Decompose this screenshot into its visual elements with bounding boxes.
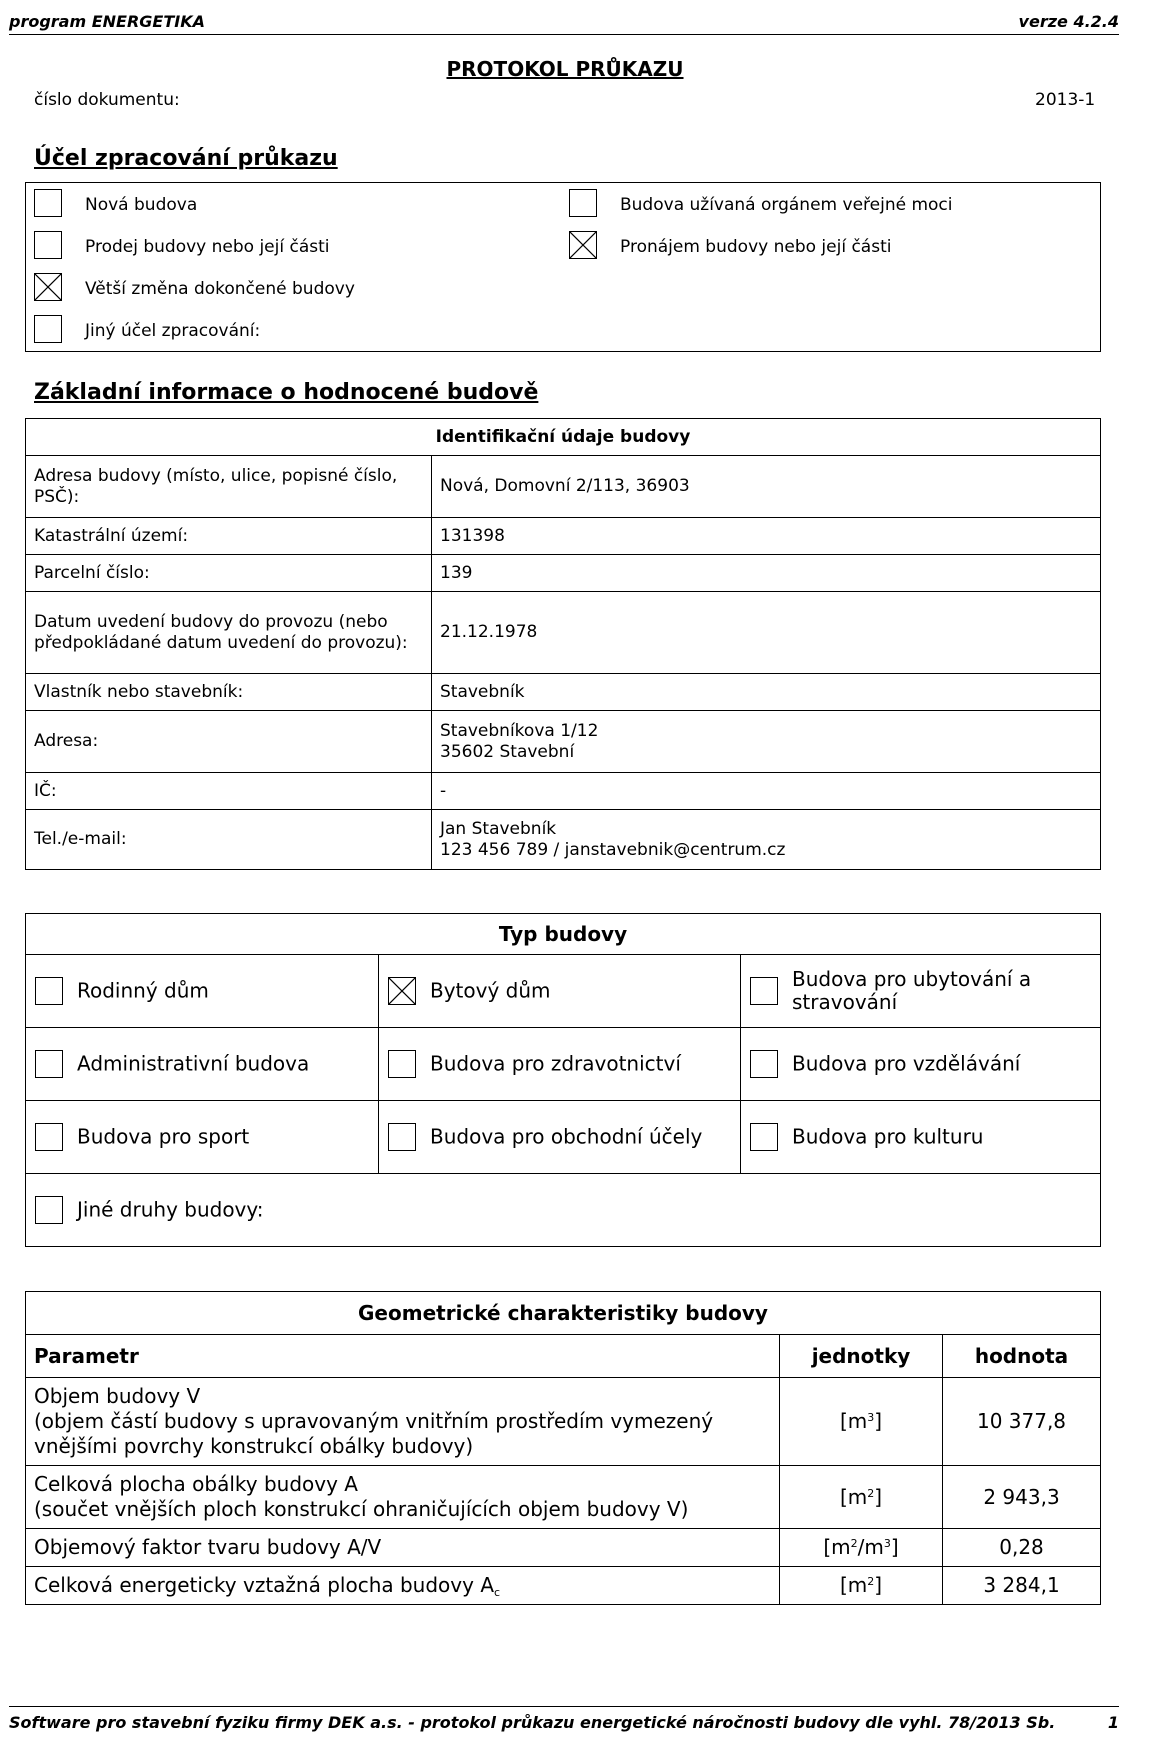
purpose-label: Větší změna dokončené budovy — [85, 279, 355, 299]
unit-cell — [780, 1529, 943, 1567]
page-number: 1 — [1107, 1713, 1119, 1732]
purpose-label: Budova užívaná orgánem veřejné moci — [620, 195, 953, 215]
checkbox[interactable] — [569, 231, 597, 259]
row-value-line: 35602 Stavební — [440, 741, 575, 762]
type-cell[interactable] — [26, 1101, 379, 1174]
page-footer — [9, 1706, 1119, 1731]
type-cell[interactable] — [26, 1028, 379, 1101]
row-key: IČ: — [26, 773, 432, 810]
page-title: PROTOKOL PRŮKAZU — [446, 57, 684, 81]
type-cell[interactable] — [741, 955, 1101, 1028]
building-type-title: Typ budovy — [26, 914, 1101, 955]
param-cell — [26, 1466, 780, 1529]
type-label: Jiné druhy budovy: — [77, 1197, 264, 1222]
type-cell[interactable] — [379, 1101, 741, 1174]
purpose-label: Pronájem budovy nebo její části — [620, 237, 892, 257]
value-cell: 0,28 — [943, 1529, 1101, 1567]
table-row — [26, 674, 1101, 711]
value-cell: 10 377,8 — [943, 1378, 1101, 1466]
row-value: Nová, Domovní 2/113, 36903 — [432, 456, 1101, 518]
program-version: verze 4.2.4 — [1018, 12, 1119, 31]
program-name: program ENERGETIKA — [9, 12, 205, 31]
type-cell[interactable] — [379, 955, 741, 1028]
row-value — [432, 810, 1101, 870]
unit-end: ] — [874, 1409, 883, 1433]
table-row — [26, 773, 1101, 810]
table-row — [26, 810, 1101, 870]
param-note: (součet vnějších ploch konstrukcí ohraničujících objem budovy V) — [34, 1497, 689, 1521]
row-value: 139 — [432, 555, 1101, 592]
table-row — [26, 592, 1101, 674]
table-row — [26, 1174, 1101, 1247]
param-cell — [26, 1378, 780, 1466]
param-name: Objem budovy V — [34, 1384, 201, 1408]
row-key: Katastrální území: — [26, 518, 432, 555]
unit-cell — [780, 1466, 943, 1529]
geometry-title: Geometrické charakteristiky budovy — [26, 1292, 1101, 1335]
purpose-box — [25, 182, 1101, 352]
row-key: Datum uvedení budovy do provozu (nebo předpokládané datum uvedení do provozu): — [26, 592, 432, 674]
table-row — [26, 1529, 1101, 1567]
purpose-label: Nová budova — [85, 195, 198, 215]
type-cell[interactable] — [741, 1028, 1101, 1101]
checkbox[interactable] — [388, 977, 416, 1005]
table-row — [26, 1378, 1101, 1466]
table-row — [26, 1028, 1101, 1101]
checkbox[interactable] — [750, 1050, 778, 1078]
type-label: Bytový dům — [430, 978, 551, 1003]
type-cell[interactable] — [741, 1101, 1101, 1174]
checkmark-x-icon — [570, 232, 596, 258]
row-value: - — [432, 773, 1101, 810]
checkbox[interactable] — [750, 1123, 778, 1151]
unit-mid: /m — [857, 1535, 884, 1559]
row-value: 131398 — [432, 518, 1101, 555]
type-label: Budova pro kulturu — [792, 1124, 984, 1149]
type-label: Budova pro vzdělávání — [792, 1051, 1021, 1076]
identification-table — [25, 418, 1101, 870]
param-name — [34, 1573, 771, 1598]
basic-info-heading: Základní informace o hodnocené budově — [34, 380, 539, 405]
checkmark-x-icon — [389, 978, 415, 1004]
value-cell: 3 284,1 — [943, 1567, 1101, 1605]
checkbox[interactable] — [34, 273, 62, 301]
type-cell[interactable] — [26, 955, 379, 1028]
value-cell: 2 943,3 — [943, 1466, 1101, 1529]
identification-table-title: Identifikační údaje budovy — [26, 419, 1101, 456]
checkmark-x-icon — [35, 274, 61, 300]
unit-cell — [780, 1378, 943, 1466]
column-header: jednotky — [780, 1335, 943, 1378]
row-value-line: Stavebníkova 1/12 — [440, 720, 599, 741]
checkbox[interactable] — [34, 189, 62, 217]
param-cell — [26, 1529, 780, 1567]
table-row — [26, 711, 1101, 773]
table-row — [26, 555, 1101, 592]
type-label: Budova pro zdravotnictví — [430, 1051, 681, 1076]
row-key: Adresa budovy (místo, ulice, popisné číslo, PSČ): — [26, 456, 432, 518]
checkbox[interactable] — [388, 1123, 416, 1151]
type-label: Administrativní budova — [77, 1051, 310, 1076]
unit-end: ] — [874, 1484, 883, 1509]
row-value-line: 123 456 789 / janstavebnik@centrum.cz — [440, 839, 786, 860]
param-name: Celková plocha obálky budovy A — [34, 1472, 358, 1496]
checkbox[interactable] — [569, 189, 597, 217]
table-row — [26, 456, 1101, 518]
table-row — [26, 518, 1101, 555]
page-header — [9, 10, 1119, 35]
unit-sup: 2 — [867, 1486, 875, 1500]
table-row — [26, 1101, 1101, 1174]
table-row — [26, 1567, 1101, 1605]
row-value-line: Jan Stavebník — [440, 818, 557, 839]
checkbox[interactable] — [34, 231, 62, 259]
document-number-label: číslo dokumentu: — [34, 90, 180, 110]
unit-sup: 3 — [883, 1537, 891, 1550]
row-key: Parcelní číslo: — [26, 555, 432, 592]
checkbox[interactable] — [34, 315, 62, 343]
row-value — [432, 711, 1101, 773]
param-name: Objemový faktor tvaru budovy A/V — [34, 1535, 382, 1559]
type-cell[interactable] — [379, 1028, 741, 1101]
document-number-value: 2013-1 — [1035, 90, 1096, 110]
row-key: Adresa: — [26, 711, 432, 773]
type-label: Rodinný dům — [77, 978, 209, 1003]
row-key: Vlastník nebo stavebník: — [26, 674, 432, 711]
row-key: Tel./e-mail: — [26, 810, 432, 870]
purpose-label: Prodej budovy nebo její části — [85, 237, 330, 257]
param-cell — [26, 1567, 780, 1605]
unit-base: [m — [823, 1535, 851, 1559]
type-label: Budova pro sport — [77, 1124, 250, 1149]
unit-end: ] — [874, 1573, 883, 1597]
footer-text: Software pro stavební fyziku firmy DEK a.s. - protokol průkazu energetické náročnosti budovy dle vyhl. 78/2013 Sb. — [9, 1713, 1056, 1732]
building-type-table — [25, 913, 1101, 1247]
param-note: (objem částí budovy s upravovaným vnitřním prostředím vymezený vnějšími povrchy konstrukcí obálky budovy) — [34, 1409, 714, 1458]
checkbox[interactable] — [388, 1050, 416, 1078]
unit-sup: 2 — [850, 1537, 858, 1550]
unit-base: [m — [839, 1484, 868, 1509]
purpose-heading: Účel zpracování průkazu — [34, 146, 338, 171]
geometry-table — [25, 1291, 1101, 1605]
unit-base: [m — [839, 1409, 868, 1433]
type-label: Budova pro ubytování a stravování — [792, 967, 1032, 1014]
checkbox[interactable] — [35, 1123, 63, 1151]
type-cell[interactable] — [26, 1174, 1101, 1247]
param-subscript: c — [494, 1586, 501, 1599]
checkbox[interactable] — [35, 1196, 63, 1224]
column-header: hodnota — [943, 1335, 1101, 1378]
unit-end: ] — [890, 1535, 899, 1559]
checkbox[interactable] — [35, 977, 63, 1005]
purpose-label: Jiný účel zpracování: — [85, 321, 261, 341]
row-value: 21.12.1978 — [432, 592, 1101, 674]
column-header: Parametr — [26, 1335, 780, 1378]
unit-base: [m — [839, 1573, 868, 1597]
table-row — [26, 1466, 1101, 1529]
checkbox[interactable] — [750, 977, 778, 1005]
unit-cell — [780, 1567, 943, 1605]
unit-sup: 2 — [867, 1575, 875, 1588]
table-header-row — [26, 1335, 1101, 1378]
checkbox[interactable] — [35, 1050, 63, 1078]
type-label: Budova pro obchodní účely — [430, 1124, 703, 1149]
unit-sup: 3 — [867, 1411, 875, 1424]
param-text: Celková energeticky vztažná plocha budovy A — [34, 1573, 494, 1597]
table-row — [26, 955, 1101, 1028]
row-value: Stavebník — [432, 674, 1101, 711]
